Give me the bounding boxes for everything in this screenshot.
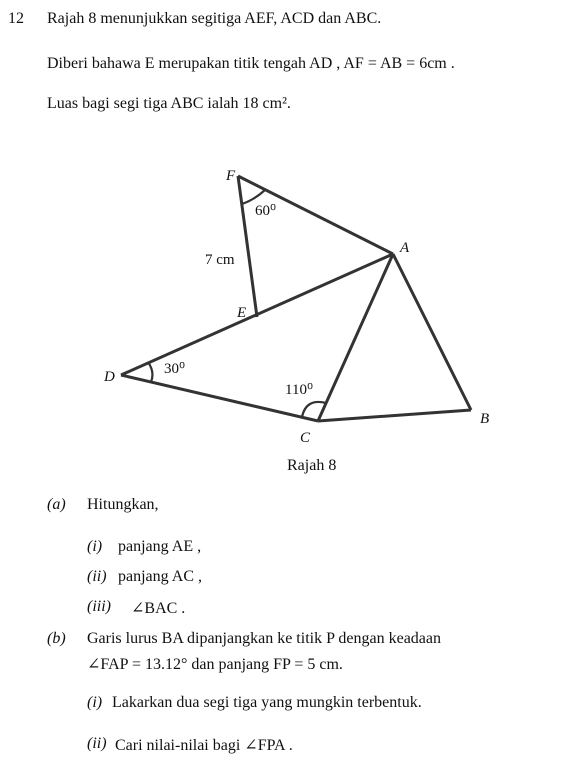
part-a-item-3-text: ∠BAC . [131,600,186,617]
part-b-label: (b) [47,630,66,647]
angle-arc-D [148,362,152,382]
side-CB [318,410,471,421]
part-a-item-2-text: panjang AC , [118,568,202,585]
vertex-B: B [480,411,490,427]
part-a-item-2-num: (ii) [87,568,107,585]
part-b-item-2-text: Cari nilai-nilai bagi ∠FPA . [115,737,293,754]
question-line-2: Diberi bahawa E merupakan titik tengah AD , AF = AB = 6cm . [47,55,455,72]
part-a-item-3-num: (iii) [87,598,111,615]
side-DA [121,254,393,375]
vertex-D: D [104,369,115,385]
question-number: 12 [8,10,24,27]
part-b-item-1-num: (i) [87,694,103,711]
part-b-text-1: Garis lurus BA dipanjangkan ke titik P dengan keadaan [87,630,441,647]
figure-caption: Rajah 8 [287,457,337,474]
question-line-1: Rajah 8 menunjukkan segitiga AEF, ACD dan ABC. [47,10,382,27]
vertex-F: F [226,168,236,184]
part-a-item-1-num: (i) [87,538,103,555]
part-a-label: (a) [47,496,66,513]
vertex-C: C [300,430,311,446]
angle-label-F: 60⁰ [255,203,277,219]
length-label-FE: 7 cm [205,252,235,268]
vertex-E: E [237,305,247,321]
angle-arc-F [242,190,265,204]
part-b-text-2: ∠FAP = 13.12° dan panjang FP = 5 cm. [87,656,343,673]
part-b-item-2-num: (ii) [87,735,107,752]
part-a-text: Hitungkan, [87,496,159,513]
vertex-A: A [400,240,410,256]
question-line-3: Luas bagi segi tiga ABC ialah 18 cm². [47,95,291,112]
part-a-item-1-text: panjang AE , [118,538,202,555]
part-b-item-1-text: Lakarkan dua segi tiga yang mungkin terbentuk. [112,694,422,711]
side-AB [393,254,471,410]
angle-label-D: 30⁰ [164,361,186,377]
angle-label-C: 110⁰ [285,382,313,398]
side-CA [318,254,393,421]
